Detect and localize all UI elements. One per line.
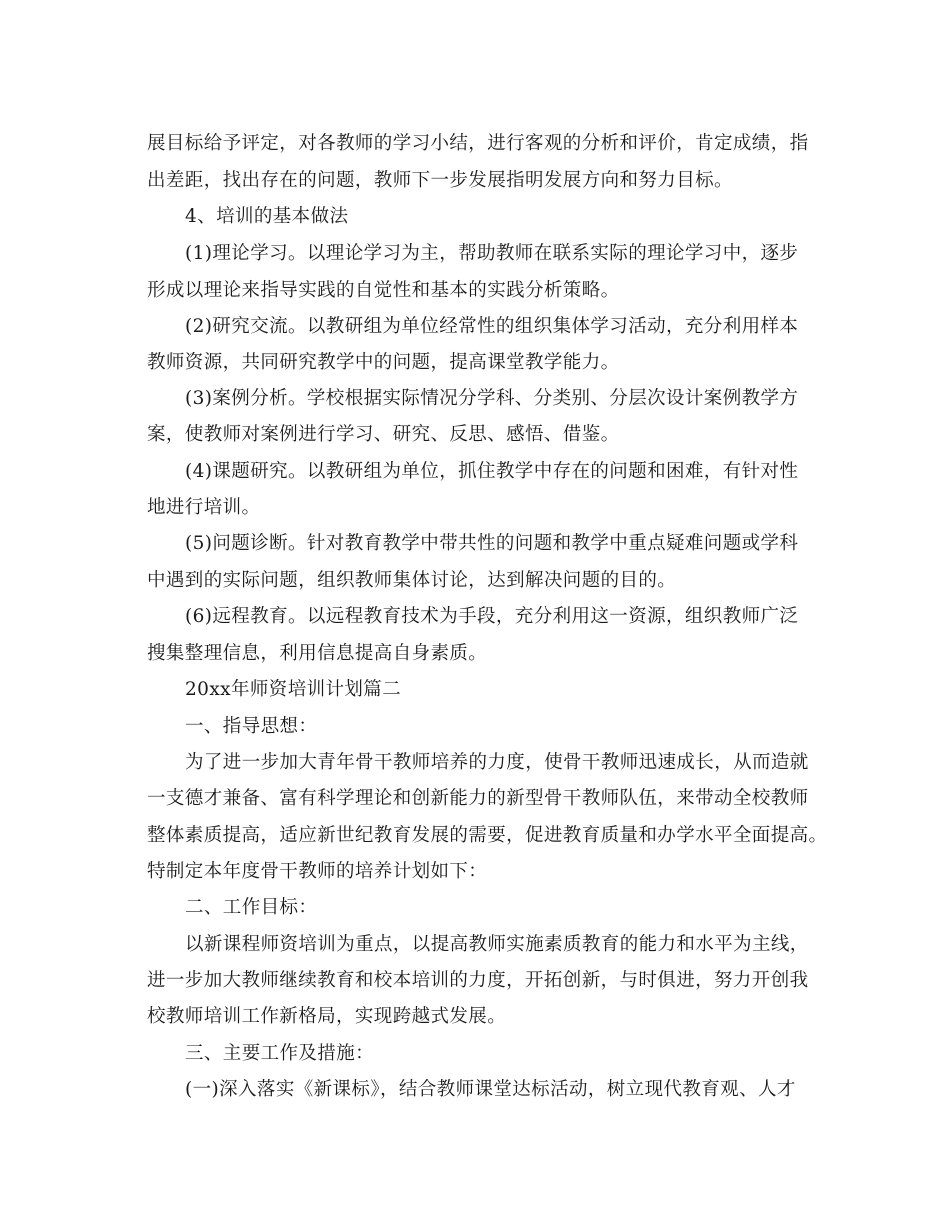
text-line: 以新课程师资培训为重点，以提高教师实施素质教育的能力和水平为主线， bbox=[185, 934, 809, 955]
section-heading: 4、培训的基本做法 bbox=[185, 206, 349, 227]
text-line: 教师资源，共同研究教学中的问题，提高课堂教学能力。 bbox=[147, 352, 620, 373]
text-line: (一)深入落实《新课标》，结合教师课堂达标活动，树立现代教育观、人才 bbox=[185, 1079, 796, 1100]
text-line: 整体素质提高，适应新世纪教育发展的需要，促进教育质量和办学水平全面提高。 bbox=[147, 825, 828, 846]
text-line: 中遇到的实际问题，组织教师集体讨论，达到解决问题的目的。 bbox=[147, 570, 677, 591]
text-line: 出差距，找出存在的问题，教师下一步发展指明发展方向和努力目标。 bbox=[147, 170, 733, 191]
section-title: 20xx年师资培训计划篇二 bbox=[185, 679, 402, 700]
text-line: 地进行培训。 bbox=[147, 497, 261, 518]
text-line: (6)远程教育。以远程教育技术为手段，充分利用这一资源，组织教师广泛 bbox=[185, 606, 799, 627]
text-line: (3)案例分析。学校根据实际情况分学科、分类别、分层次设计案例教学方 bbox=[185, 388, 799, 409]
text-line: 一支德才兼备、富有科学理论和创新能力的新型骨干教师队伍，来带动全校教师 bbox=[147, 788, 809, 809]
section-heading: 一、指导思想： bbox=[185, 716, 318, 737]
text-line: 特制定本年度骨干教师的培养计划如下： bbox=[147, 861, 488, 882]
text-line: (1)理论学习。以理论学习为主，帮助教师在联系实际的理论学习中，逐步 bbox=[185, 243, 799, 264]
text-line: 展目标给予评定，对各教师的学习小结，进行客观的分析和评价，肯定成绩，指 bbox=[147, 133, 809, 154]
text-line: 为了进一步加大青年骨干教师培养的力度，使骨干教师迅速成长，从而造就 bbox=[185, 752, 809, 773]
section-heading: 三、主要工作及措施： bbox=[185, 1043, 375, 1064]
section-heading: 二、工作目标： bbox=[185, 897, 318, 918]
text-line: (5)问题诊断。针对教育教学中带共性的问题和教学中重点疑难问题或学科 bbox=[185, 533, 799, 554]
text-line: 形成以理论来指导实践的自觉性和基本的实践分析策略。 bbox=[147, 280, 620, 301]
text-line: (2)研究交流。以教研组为单位经常性的组织集体学习活动，充分利用样本 bbox=[185, 316, 799, 337]
text-line: 进一步加大教师继续教育和校本培训的力度，开拓创新，与时俱进，努力开创我 bbox=[147, 970, 809, 991]
text-line: 校教师培训工作新格局，实现跨越式发展。 bbox=[147, 1006, 507, 1027]
text-line: 搜集整理信息，利用信息提高自身素质。 bbox=[147, 643, 488, 664]
text-line: 案，使教师对案例进行学习、研究、反思、感悟、借鉴。 bbox=[147, 424, 620, 445]
text-line: (4)课题研究。以教研组为单位，抓住教学中存在的问题和困难，有针对性 bbox=[185, 461, 799, 482]
